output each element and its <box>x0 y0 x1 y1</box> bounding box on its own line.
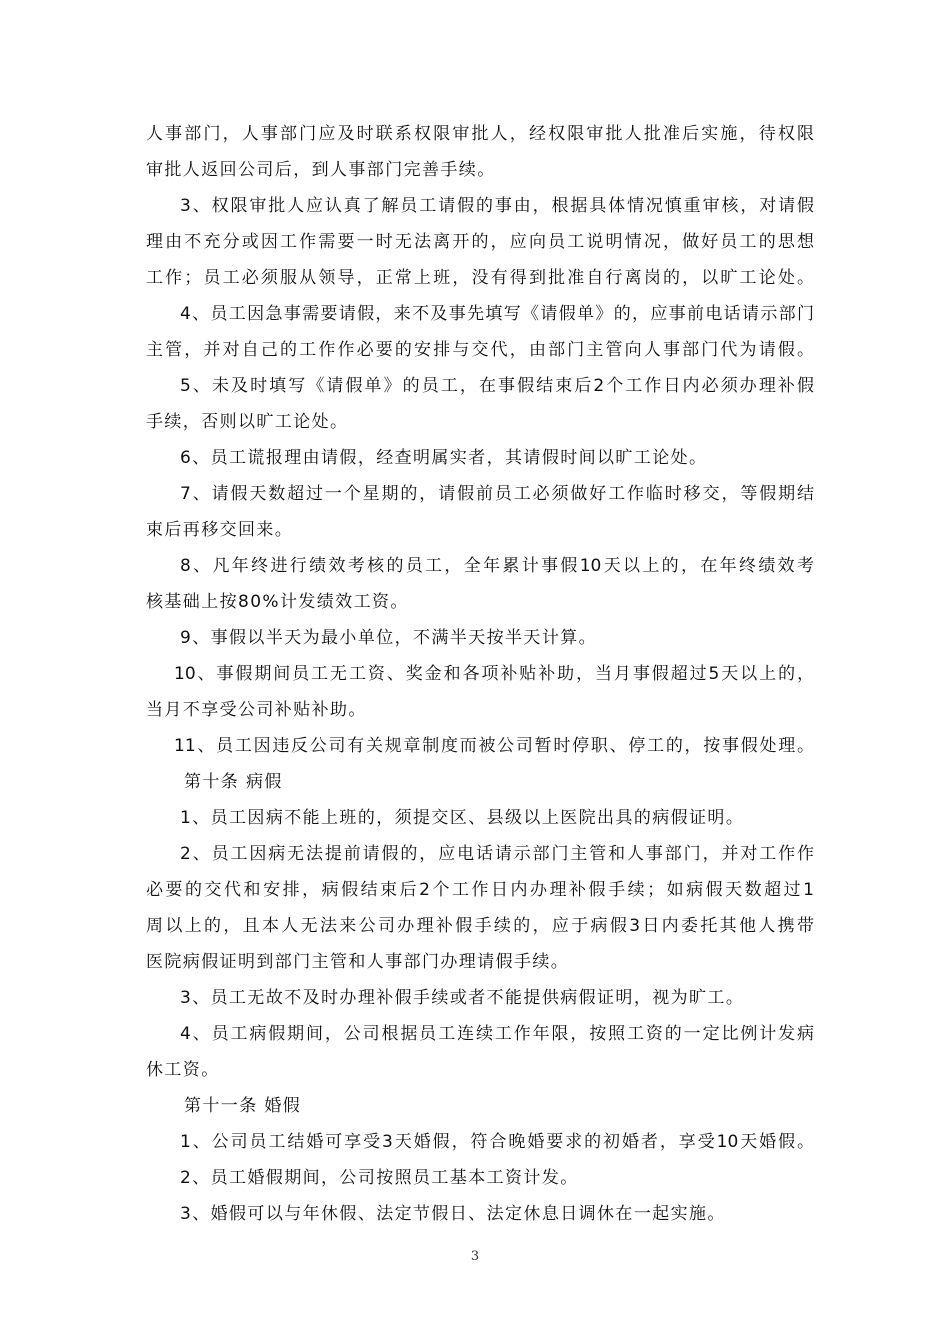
text-line: 1、员工因病不能上班的，须提交区、县级以上医院出具的病假证明。 <box>180 808 745 828</box>
text-line: 3、员工无故不及时办理补假手续或者不能提供病假证明，视为旷工。 <box>180 988 745 1008</box>
text-line: 理由不充分或因工作需要一时无法离开的，应向员工说明情况，做好员工的思想 <box>146 232 814 252</box>
text-line: 周以上的，且本人无法来公司办理补假手续的，应于病假3日内委托其他人携带 <box>146 916 814 936</box>
text-line: 必要的交代和安排，病假结束后2个工作日内办理补假手续；如病假天数超过1 <box>146 880 814 900</box>
section-heading: 第十条 病假 <box>184 772 283 792</box>
text-line: 3、权限审批人应认真了解员工请假的事由，根据具体情况慎重审核，对请假 <box>180 196 814 216</box>
text-line: 3、婚假可以与年休假、法定节假日、法定休息日调休在一起实施。 <box>180 1204 726 1224</box>
text-line: 主管，并对自己的工作作必要的安排与交代，由部门主管向人事部门代为请假。 <box>146 340 814 360</box>
text-line: 当月不享受公司补贴补助。 <box>146 700 367 720</box>
text-line: 10、事假期间员工无工资、奖金和各项补贴补助，当月事假超过5天以上的， <box>174 664 814 684</box>
text-line: 工作；员工必须服从领导，正常上班，没有得到批准自行离岗的，以旷工论处。 <box>146 268 814 288</box>
text-line: 手续，否则以旷工论处。 <box>146 412 349 432</box>
text-line: 医院病假证明到部门主管和人事部门办理请假手续。 <box>146 952 570 972</box>
text-line: 休工资。 <box>146 1060 220 1080</box>
text-line: 4、员工因急事需要请假，来不及事先填写《请假单》的，应事前电话请示部门 <box>180 304 814 324</box>
text-line: 11、员工因违反公司有关规章制度而被公司暂时停职、停工的，按事假处理。 <box>174 736 814 756</box>
text-line: 1、公司员工结婚可享受3天婚假，符合晚婚要求的初婚者，享受10天婚假。 <box>180 1132 814 1152</box>
page-number: 3 <box>470 1249 480 1264</box>
text-line: 5、未及时填写《请假单》的员工，在事假结束后2个工作日内必须办理补假 <box>180 376 814 396</box>
text-line: 2、员工因病无法提前请假的，应电话请示部门主管和人事部门，并对工作作 <box>180 844 814 864</box>
text-line: 8、凡年终进行绩效考核的员工，全年累计事假10天以上的，在年终绩效考 <box>180 556 814 576</box>
text-line: 人事部门，人事部门应及时联系权限审批人，经权限审批人批准后实施，待权限 <box>146 124 814 144</box>
text-line: 7、请假天数超过一个星期的，请假前员工必须做好工作临时移交，等假期结 <box>180 484 814 504</box>
text-line: 束后再移交回来。 <box>146 520 294 540</box>
text-line: 核基础上按80%计发绩效工资。 <box>146 592 409 612</box>
text-line: 2、员工婚假期间，公司按照员工基本工资计发。 <box>180 1168 579 1188</box>
document-body <box>146 116 814 1232</box>
text-line: 9、事假以半天为最小单位，不满半天按半天计算。 <box>180 628 598 648</box>
section-heading: 第十一条 婚假 <box>184 1096 302 1116</box>
text-line: 6、员工谎报理由请假，经查明属实者，其请假时间以旷工论处。 <box>180 448 708 468</box>
text-line: 4、员工病假期间，公司根据员工连续工作年限，按照工资的一定比例计发病 <box>180 1024 814 1044</box>
text-line: 审批人返回公司后，到人事部门完善手续。 <box>146 160 496 180</box>
